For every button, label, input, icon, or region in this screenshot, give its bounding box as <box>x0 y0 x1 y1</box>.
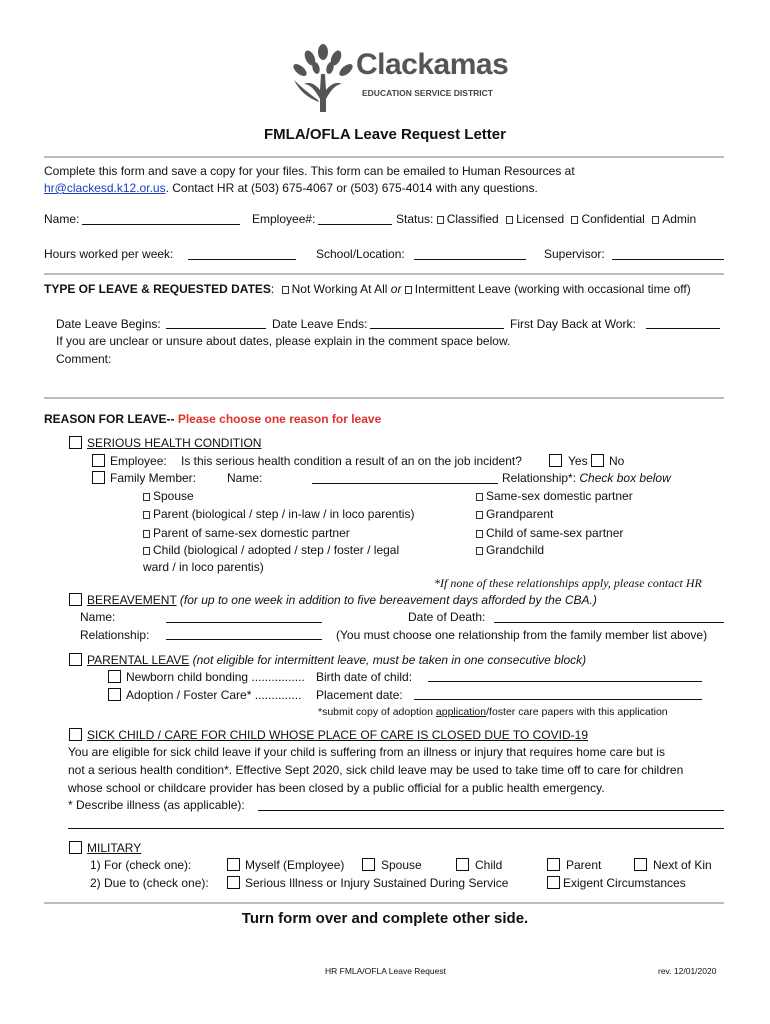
date-ends-field[interactable] <box>370 328 504 329</box>
supervisor-field[interactable] <box>612 259 724 260</box>
intro-contact: . Contact HR at (503) 675-4067 or (503) 675-4014 with any questions. <box>165 181 538 195</box>
newborn-label: Newborn child bonding ................ <box>126 670 305 684</box>
military-due-label: 2) Due to (check one): <box>90 876 209 890</box>
date-begins-field[interactable] <box>166 328 266 329</box>
org-name: Clackamas <box>356 48 509 81</box>
reason-instruction: Please choose one reason for leave <box>177 412 382 426</box>
child-partner-checkbox[interactable] <box>476 530 483 538</box>
dashes: -- <box>166 412 175 426</box>
relationship-note: *If none of these relationships apply, please contact HR <box>434 576 702 590</box>
form-name: HR FMLA/OFLA Leave Request <box>325 966 446 976</box>
describe-illness-field[interactable] <box>258 810 724 811</box>
military-serious-label: Serious Illness or Injury Sustained During Service <box>245 876 509 890</box>
logo <box>290 44 509 116</box>
adoption-note <box>318 706 668 718</box>
status-licensed-label: Licensed <box>516 212 565 226</box>
status-admin-label: Admin <box>662 212 697 226</box>
child-partner-label: Child of same-sex partner <box>486 526 624 540</box>
comment-label: Comment: <box>56 352 112 366</box>
military-child-checkbox[interactable] <box>456 858 469 871</box>
child-partner-option[interactable] <box>476 526 623 540</box>
family-name-field[interactable] <box>312 483 498 484</box>
sick-child-checkbox[interactable] <box>69 728 82 741</box>
military-exigent-checkbox[interactable] <box>547 876 560 889</box>
first-day-field[interactable] <box>646 328 720 329</box>
child-option-continued: ward / in loco parentis) <box>143 560 264 574</box>
military-exigent-label: Exigent Circumstances <box>563 876 686 890</box>
spouse-label: Spouse <box>153 489 194 503</box>
child-label: Child (biological / adopted / step / foster / legal <box>153 543 400 557</box>
divider <box>44 273 724 275</box>
date-begins-label: Date Leave Begins: <box>56 317 161 331</box>
military-child-label: Child <box>475 858 503 872</box>
family-member-label: Family Member: <box>110 471 197 485</box>
describe-illness-label: * Describe illness (as applicable): <box>68 798 245 812</box>
birth-date-label: Birth date of child: <box>316 670 413 684</box>
family-name-label: Name: <box>227 471 263 485</box>
bereavement-relationship-field[interactable] <box>166 639 322 640</box>
bereavement-desc: (for up to one week in addition to five bereavement days afforded by the CBA.) <box>179 593 597 607</box>
status-classified-label: Classified <box>446 212 499 226</box>
intro-line-2 <box>44 181 538 195</box>
parent-label: Parent (biological / step / in-law / in loco parentis) <box>153 507 415 521</box>
adoption-checkbox[interactable] <box>108 688 121 701</box>
intermittent-checkbox[interactable] <box>405 286 412 294</box>
family-member-checkbox[interactable] <box>92 471 105 484</box>
grandchild-label: Grandchild <box>486 543 545 557</box>
status-group <box>396 212 696 226</box>
tree-icon <box>290 44 356 114</box>
employee-checkbox[interactable] <box>92 454 105 467</box>
parent-partner-option[interactable] <box>143 526 350 540</box>
supervisor-label: Supervisor: <box>544 247 605 261</box>
placement-date-field[interactable] <box>414 699 702 700</box>
hr-email-link[interactable]: hr@clackesd.k12.or.us <box>44 181 166 195</box>
employee-label: Employee: <box>110 454 167 468</box>
relationship-label: Relationship*: <box>502 471 577 485</box>
grandparent-checkbox[interactable] <box>476 511 483 519</box>
military-spouse-label: Spouse <box>381 858 422 872</box>
spouse-checkbox[interactable] <box>143 493 150 501</box>
parental-leave-checkbox[interactable] <box>69 653 82 666</box>
birth-date-field[interactable] <box>428 681 702 682</box>
bereavement-name-label: Name: <box>80 610 116 624</box>
bereavement-title: BEREAVEMENT <box>87 593 177 607</box>
job-incident-no-checkbox[interactable] <box>591 454 604 467</box>
unsure-dates-note: If you are unclear or unsure about dates, please explain in the comment space below. <box>56 334 511 348</box>
describe-illness-field-2[interactable] <box>68 828 724 829</box>
status-confidential-label: Confidential <box>581 212 645 226</box>
military-parent-label: Parent <box>566 858 602 872</box>
divider <box>44 397 724 399</box>
or-text: or <box>390 282 402 296</box>
military-spouse-checkbox[interactable] <box>362 858 375 871</box>
serious-health-title: SERIOUS HEALTH CONDITION <box>87 436 262 450</box>
date-of-death-label: Date of Death: <box>408 610 486 624</box>
job-incident-yes-label: Yes <box>568 454 588 468</box>
divider <box>44 902 724 904</box>
bereavement-row <box>87 593 597 607</box>
first-day-label: First Day Back at Work: <box>510 317 636 331</box>
divider <box>44 156 724 158</box>
date-of-death-field[interactable] <box>494 622 724 623</box>
intro-line-1: Complete this form and save a copy for your files. This form can be emailed to Human Resources at <box>44 164 575 178</box>
type-of-leave-row <box>44 282 691 296</box>
not-working-checkbox[interactable] <box>282 286 289 294</box>
military-serious-checkbox[interactable] <box>227 876 240 889</box>
military-next-of-kin-label: Next of Kin <box>653 858 712 872</box>
serious-health-checkbox[interactable] <box>69 436 82 449</box>
sick-child-text-3: whose school or childcare provider has been closed by a public official for a public health emergency. <box>68 781 605 795</box>
status-licensed-checkbox[interactable] <box>506 216 513 224</box>
military-myself-checkbox[interactable] <box>227 858 240 871</box>
child-option[interactable] <box>143 543 399 557</box>
parent-partner-label: Parent of same-sex domestic partner <box>153 526 350 540</box>
status-admin-checkbox[interactable] <box>652 216 659 224</box>
military-checkbox[interactable] <box>69 841 82 854</box>
grandchild-checkbox[interactable] <box>476 547 483 555</box>
same-sex-partner-option[interactable] <box>476 489 633 503</box>
bereavement-relationship-label: Relationship: <box>80 628 150 642</box>
job-incident-no-label: No <box>609 454 625 468</box>
child-checkbox[interactable] <box>143 547 150 555</box>
check-below-note: Check box below <box>579 471 671 485</box>
parent-checkbox[interactable] <box>143 511 150 519</box>
name-label: Name: <box>44 212 80 226</box>
reason-heading: REASON FOR LEAVE <box>44 412 167 426</box>
same-sex-partner-checkbox[interactable] <box>476 493 483 501</box>
parental-title: PARENTAL LEAVE <box>87 653 190 667</box>
intermittent-label: Intermittent Leave (working with occasional time off) <box>414 282 691 296</box>
parent-option[interactable] <box>143 507 414 521</box>
grandparent-option[interactable] <box>476 507 553 521</box>
status-confidential-checkbox[interactable] <box>571 216 578 224</box>
date-ends-label: Date Leave Ends: <box>272 317 368 331</box>
revision: rev. 12/01/2020 <box>658 966 717 976</box>
military-myself-label: Myself (Employee) <box>245 858 345 872</box>
employee-number-label: Employee#: <box>252 212 316 226</box>
status-label: Status: <box>396 212 434 226</box>
bereavement-name-field[interactable] <box>166 622 322 623</box>
type-of-leave-heading: TYPE OF LEAVE & REQUESTED DATES <box>44 282 271 296</box>
job-incident-yes-checkbox[interactable] <box>549 454 562 467</box>
military-next-of-kin-checkbox[interactable] <box>634 858 647 871</box>
hours-field[interactable] <box>188 259 296 260</box>
status-classified-checkbox[interactable] <box>437 216 444 224</box>
org-subtitle: EDUCATION SERVICE DISTRICT <box>362 88 493 98</box>
parent-partner-checkbox[interactable] <box>143 530 150 538</box>
page-title: FMLA/OFLA Leave Request Letter <box>264 126 506 143</box>
school-field[interactable] <box>414 259 526 260</box>
adoption-note-post: /foster care papers with this application <box>486 706 668 718</box>
sick-child-title: SICK CHILD / CARE FOR CHILD WHOSE PLACE OF CARE IS CLOSED DUE TO COVID-19 <box>87 728 588 742</box>
school-label: School/Location: <box>316 247 405 261</box>
turn-over-notice: Turn form over and complete other side. <box>241 910 529 927</box>
parental-row <box>87 653 586 667</box>
bereavement-checkbox[interactable] <box>69 593 82 606</box>
reason-heading-row <box>44 412 381 426</box>
spouse-option[interactable] <box>143 489 194 503</box>
not-working-label: Not Working At All <box>291 282 388 296</box>
same-sex-partner-label: Same-sex domestic partner <box>486 489 633 503</box>
sick-child-text-1: You are eligible for sick child leave if your child is suffering from an illness or injury that requires home care but is <box>68 745 665 759</box>
parental-desc: (not eligible for intermittent leave, must be taken in one consecutive block) <box>192 653 587 667</box>
grandparent-label: Grandparent <box>486 507 554 521</box>
grandchild-option[interactable] <box>476 543 544 557</box>
employee-number-field[interactable] <box>318 224 392 225</box>
name-field[interactable] <box>82 224 240 225</box>
military-for-label: 1) For (check one): <box>90 858 192 872</box>
bereavement-note: (You must choose one relationship from the family member list above) <box>336 628 708 642</box>
colon: : <box>270 282 275 296</box>
newborn-checkbox[interactable] <box>108 670 121 683</box>
adoption-note-link: application <box>435 706 487 718</box>
hours-label: Hours worked per week: <box>44 247 174 261</box>
adoption-note-pre: *submit copy of adoption <box>318 706 436 718</box>
job-incident-question: Is this serious health condition a result of an on the job incident? <box>181 454 522 468</box>
sick-child-text-2: not a serious health condition*. Effective Sept 2020, sick child leave may be used to take time off to care for children <box>68 763 684 777</box>
military-title: MILITARY <box>87 841 142 855</box>
adoption-label: Adoption / Foster Care* .............. <box>126 688 302 702</box>
placement-date-label: Placement date: <box>316 688 403 702</box>
relationship-row <box>502 471 671 485</box>
military-parent-checkbox[interactable] <box>547 858 560 871</box>
